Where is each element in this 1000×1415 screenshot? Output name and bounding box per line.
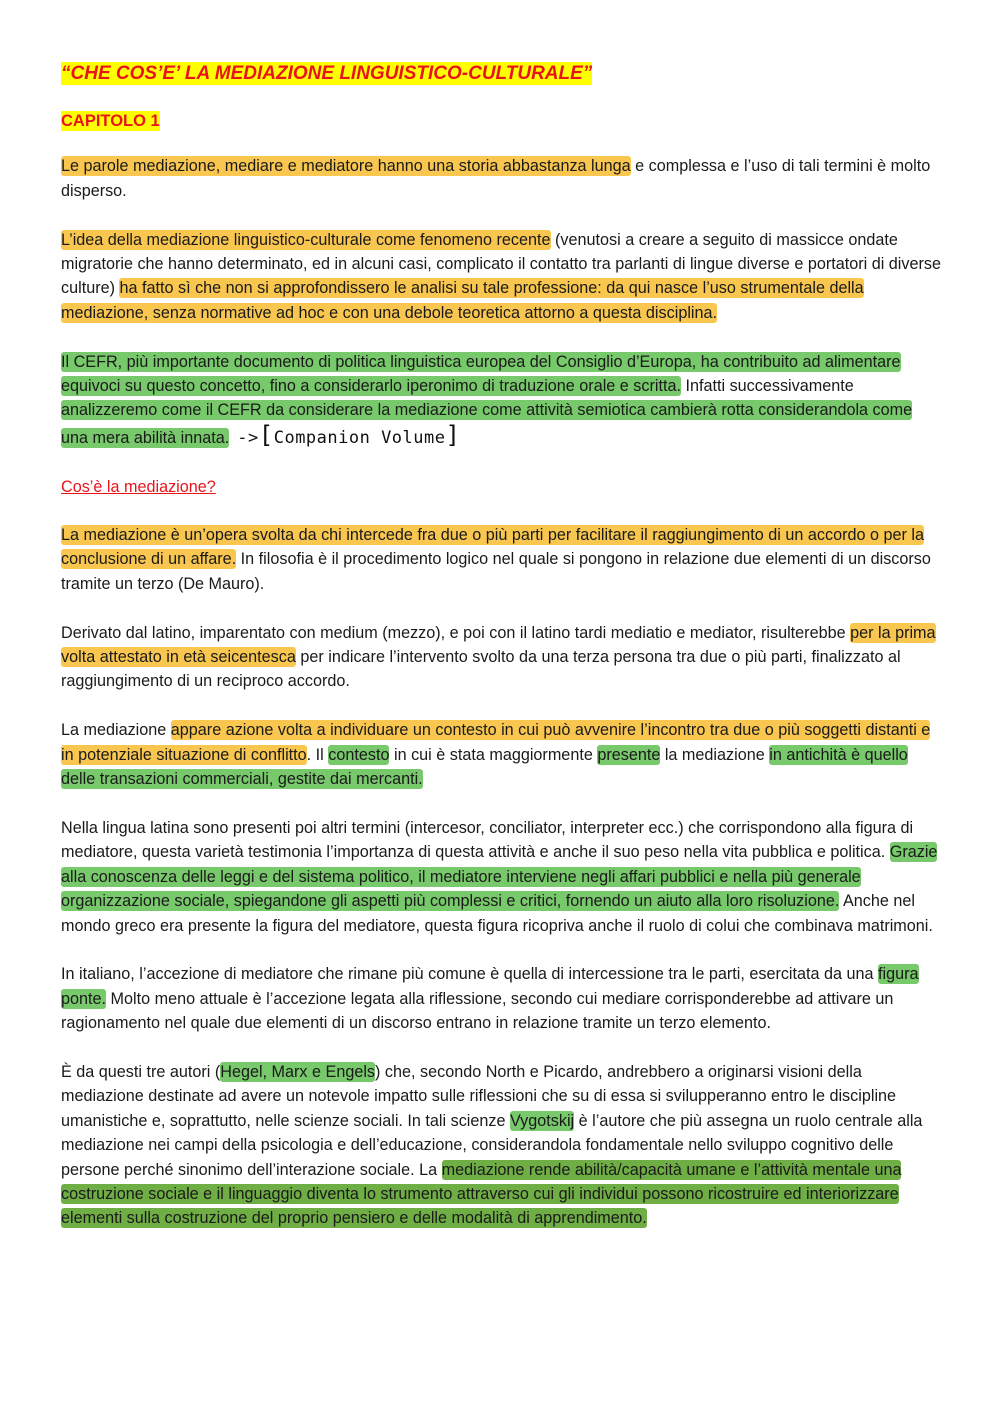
highlight-dark-green: mediazione rende abilità/capacità umane e l’attività mentale una costruzione sociale e il linguaggio diventa lo strumento attraverso cui gli individui possono ricostruire ed interiorizzare elementi sulla costruzione del proprio pensiero e delle modalità di apprendimento. (61, 1160, 902, 1228)
paragraph-6 (61, 718, 941, 791)
highlight-green: Hegel, Marx e Engels (220, 1062, 376, 1081)
text-run: è l’autore che più assegna un ruolo centrale alla mediazione nei campi della psicologia e dell’educazione, considerandola fondamentale nello sviluppo cognitivo delle persone perché sinonimo dell’interazione sociale. La (61, 1111, 923, 1179)
highlight-orange: ha fatto sì che non si approfondissero le analisi su tale professione: da qui nasce l’uso strumentale della mediazione, senza normative ad hoc e con una debole teoretica attorno a questa disciplina. (61, 279, 864, 322)
chapter-heading: CAPITOLO 1 (61, 112, 160, 130)
text-run: Molto meno attuale è l’accezione legata alla riflessione, secondo cui mediare corrisponderebbe ad attivare un ragionamento nel quale due elementi di un discorso entrano in relazione tramite un terzo elemento. (61, 989, 894, 1033)
paragraph-2 (61, 228, 941, 326)
highlight-orange: L’idea della mediazione linguistico-culturale come fenomeno recente (61, 230, 551, 249)
text-run: ) che, secondo North e Picardo, andrebbero a originarsi visioni della mediazione destinate ad avere un notevole impatto sulle riflessioni che su di essa si svilupperanno entro le discipline umanistiche e, soprattutto, nelle scienze sociali. In tali scienze (61, 1062, 897, 1130)
text-run: (venutosi a creare a seguito di massicce ondate migratorie che hanno determinato, ed in alcuni casi, complicato il contatto tra parlanti di lingue diverse e portatori di diverse culture) (61, 230, 941, 298)
text-run: In italiano, l’accezione di mediatore che rimane più comune è quella di intercessione tra le parti, esercitata da una (61, 965, 879, 984)
text-run: La mediazione (61, 721, 171, 740)
paragraph-5 (61, 621, 941, 694)
highlight-green: presente (597, 745, 661, 764)
paragraph-7 (61, 816, 941, 938)
handnote-text: Companion Volume (273, 427, 446, 448)
text-run: Nella lingua latina sono presenti poi altri termini (intercesor, conciliator, interpreter ecc.) che corrispondono alla figura di mediatore, questa varietà testimonia l’importanza di questa attività e anche il suo peso nella vita pubblica e politica. (61, 818, 914, 862)
highlight-green: Il CEFR, più importante documento di politica linguistica europea del Consiglio d’Europa, ha contribuito ad alimentare equivoci su questo concetto, fino a considerarlo iperonimo di traduzione orale e scritta. (61, 352, 901, 396)
text-run: Anche nel mondo greco era presente la figura del mediatore, questa figura ricopriva anche il ruolo di colui che combinava matrimoni. (61, 892, 933, 935)
paragraph-9 (61, 1060, 941, 1231)
text-run: la mediazione (660, 745, 770, 764)
highlight-orange: appare azione volta a individuare un contesto in cui può avvenire l’incontro tra due o più soggetti distanti e in potenziale situazione di conflitto (61, 721, 931, 764)
highlight-orange: per la prima volta attestato in età seicentesca (61, 623, 936, 667)
section-subheading: Cos’è la mediazione? (61, 477, 216, 496)
highlight-orange: La mediazione è un’opera svolta da chi intercede fra due o più parti per facilitare il raggiungimento di un accordo o per la conclusione di un affare. (61, 526, 924, 569)
bracket-close: ] (445, 420, 461, 449)
paragraph-3 (61, 350, 941, 451)
highlight-green: contesto (328, 745, 390, 764)
text-run: Derivato dal latino, imparentato con medium (mezzo), e poi con il latino tardi mediatio e mediator, risulterebbe (61, 623, 851, 642)
text-run: . Il (306, 745, 329, 764)
highlight-green: Vygotskij (509, 1111, 575, 1130)
highlight-green: analizzeremo come il CEFR da considerare la mediazione come attività semiotica cambierà rotta considerandola come una mera abilità innata. (61, 401, 913, 447)
paragraph-1 (61, 154, 941, 203)
text-run: e complessa e l’uso di tali termini è molto disperso. (61, 157, 931, 200)
paragraph-4 (61, 523, 941, 596)
highlight-orange: Le parole mediazione, mediare e mediatore hanno una storia abbastanza lunga (61, 157, 631, 176)
document-body (61, 60, 941, 1255)
document-title: “CHE COS’E’ LA MEDIAZIONE LINGUISTICO-CULTURALE” (61, 63, 593, 84)
text-run: Infatti successivamente (680, 377, 854, 396)
handwritten-note (237, 420, 461, 449)
text-run: in cui è stata maggiormente (389, 745, 598, 764)
bracket-open: [ (258, 420, 274, 449)
arrow-icon: -> (237, 427, 259, 448)
text-run: per indicare l’intervento svolto da una terza persona tra due o più parti, finalizzato al raggiungimento di un reciproco accordo. (61, 648, 901, 691)
highlight-green: in antichità è quello delle transazioni commerciali, gestite dai mercanti. (61, 745, 908, 789)
text-run: In filosofia è il procedimento logico nel quale si pongono in relazione due elementi di un discorso tramite un terzo (De Mauro). (61, 550, 931, 593)
text-run: È da questi tre autori ( (61, 1062, 221, 1081)
highlight-green: figura ponte. (61, 965, 919, 1008)
paragraph-8 (61, 962, 941, 1035)
highlight-green: Grazie alla conoscenza delle leggi e del sistema politico, il mediatore interviene negli affari pubblici e nella più generale organizzazione sociale, spiegandone gli aspetti più complessi e critici, fornendo un aiuto alla loro risoluzione. (61, 843, 938, 911)
